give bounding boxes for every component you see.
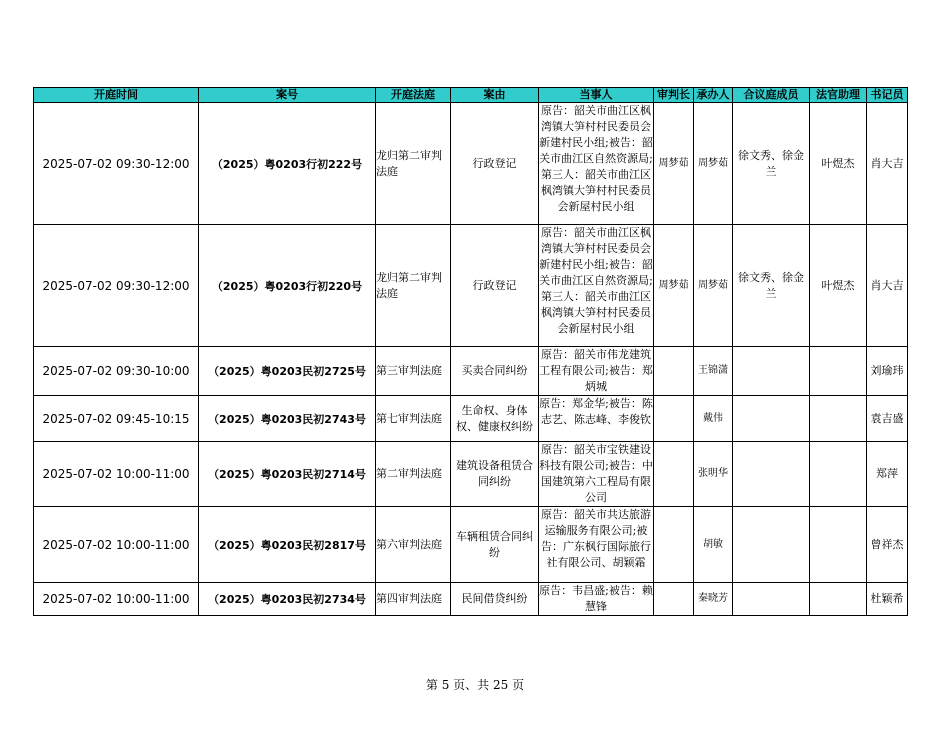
parties-cell: 原告：韶关市曲江区枫湾镇大笋村村民委员会新建村民小组;被告：韶关市曲江区自然资源局;第三人：韶关市曲江区枫湾镇大笋村村民委员会新屋村民小组	[539, 225, 654, 347]
cause-cell: 民间借贷纠纷	[451, 583, 539, 616]
chief-judge-cell	[654, 347, 694, 396]
table-row	[34, 442, 908, 507]
panel-members-cell: 徐文秀、徐金兰	[733, 103, 810, 225]
judge-assistant-cell	[810, 442, 867, 507]
header-judge-assistant: 法官助理	[810, 88, 867, 103]
page-number-footer: 第 5 页、共 25 页	[425, 678, 525, 692]
handler-cell: 周梦茹	[694, 103, 733, 225]
panel-members-cell	[733, 442, 810, 507]
table-row	[34, 225, 908, 347]
courtroom-cell: 第三审判法庭	[376, 347, 451, 396]
case-number-cell: （2025）粤0203行初222号	[199, 103, 376, 225]
courtroom-cell: 龙归第二审判法庭	[376, 103, 451, 225]
table-row	[34, 396, 908, 442]
courtroom-cell: 龙归第二审判法庭	[376, 225, 451, 347]
parties-cell: 原告：郑金华;被告：陈志艺、陈志峰、李俊钦	[539, 396, 654, 442]
parties-cell: 原告：韶关市宝铁建设科技有限公司;被告：中国建筑第六工程局有限公司	[539, 442, 654, 507]
handler-cell: 戴伟	[694, 396, 733, 442]
parties-cell: 原告：韶关市曲江区枫湾镇大笋村村民委员会新建村民小组;被告：韶关市曲江区自然资源局;第三人：韶关市曲江区枫湾镇大笋村村民委员会新屋村民小组	[539, 103, 654, 225]
case-number-cell: （2025）粤0203民初2817号	[199, 507, 376, 583]
hearing-time-cell: 2025-07-02 09:30-12:00	[34, 103, 199, 225]
case-number-cell: （2025）粤0203民初2734号	[199, 583, 376, 616]
cause-cell: 行政登记	[451, 225, 539, 347]
courtroom-cell: 第二审判法庭	[376, 442, 451, 507]
header-case-number: 案号	[199, 88, 376, 103]
header-courtroom: 开庭法庭	[376, 88, 451, 103]
judge-assistant-cell	[810, 396, 867, 442]
header-panel-members: 合议庭成员	[733, 88, 810, 103]
judge-assistant-cell: 叶煜杰	[810, 225, 867, 347]
courtroom-cell: 第六审判法庭	[376, 507, 451, 583]
case-number-cell: （2025）粤0203行初220号	[199, 225, 376, 347]
judge-assistant-cell	[810, 347, 867, 396]
parties-cell: 原告：韦昌盛;被告：赖慧锋	[539, 583, 654, 616]
clerk-cell: 杜颖希	[867, 583, 908, 616]
header-handler: 承办人	[694, 88, 733, 103]
handler-cell: 王锦潇	[694, 347, 733, 396]
panel-members-cell: 徐文秀、徐金兰	[733, 225, 810, 347]
hearing-time-cell: 2025-07-02 10:00-11:00	[34, 442, 199, 507]
handler-cell: 胡敏	[694, 507, 733, 583]
header-clerk: 书记员	[867, 88, 908, 103]
clerk-cell: 曾祥杰	[867, 507, 908, 583]
chief-judge-cell: 周梦茹	[654, 225, 694, 347]
case-number-cell: （2025）粤0203民初2714号	[199, 442, 376, 507]
clerk-cell: 肖大吉	[867, 103, 908, 225]
cause-cell: 车辆租赁合同纠纷	[451, 507, 539, 583]
parties-cell: 原告：韶关市共达旅游运输服务有限公司;被告：广东枫行国际旅行社有限公司、胡颖霜	[539, 507, 654, 583]
chief-judge-cell: 周梦茹	[654, 103, 694, 225]
chief-judge-cell	[654, 583, 694, 616]
cause-cell: 买卖合同纠纷	[451, 347, 539, 396]
handler-cell: 张明华	[694, 442, 733, 507]
clerk-cell: 肖大吉	[867, 225, 908, 347]
clerk-cell: 刘瑜玮	[867, 347, 908, 396]
panel-members-cell	[733, 396, 810, 442]
hearing-time-cell: 2025-07-02 09:30-10:00	[34, 347, 199, 396]
hearing-schedule-table	[33, 87, 908, 616]
panel-members-cell	[733, 347, 810, 396]
hearing-time-cell: 2025-07-02 09:45-10:15	[34, 396, 199, 442]
chief-judge-cell	[654, 396, 694, 442]
header-hearing-time: 开庭时间	[34, 88, 199, 103]
judge-assistant-cell	[810, 583, 867, 616]
courtroom-cell: 第四审判法庭	[376, 583, 451, 616]
judge-assistant-cell	[810, 507, 867, 583]
parties-cell: 原告：韶关市伟龙建筑工程有限公司;被告：郑炳城	[539, 347, 654, 396]
panel-members-cell	[733, 583, 810, 616]
header-parties: 当事人	[539, 88, 654, 103]
table-row	[34, 347, 908, 396]
header-chief-judge: 审判长	[654, 88, 694, 103]
courtroom-cell: 第七审判法庭	[376, 396, 451, 442]
chief-judge-cell	[654, 442, 694, 507]
table-row	[34, 583, 908, 616]
hearing-time-cell: 2025-07-02 09:30-12:00	[34, 225, 199, 347]
hearing-time-cell: 2025-07-02 10:00-11:00	[34, 507, 199, 583]
judge-assistant-cell: 叶煜杰	[810, 103, 867, 225]
table-row	[34, 507, 908, 583]
handler-cell: 秦晓芳	[694, 583, 733, 616]
hearing-time-cell: 2025-07-02 10:00-11:00	[34, 583, 199, 616]
handler-cell: 周梦茹	[694, 225, 733, 347]
table-header-row	[34, 88, 908, 103]
panel-members-cell	[733, 507, 810, 583]
table-row	[34, 103, 908, 225]
cause-cell: 生命权、身体权、健康权纠纷	[451, 396, 539, 442]
cause-cell: 行政登记	[451, 103, 539, 225]
clerk-cell: 郑萍	[867, 442, 908, 507]
header-cause: 案由	[451, 88, 539, 103]
case-number-cell: （2025）粤0203民初2743号	[199, 396, 376, 442]
case-number-cell: （2025）粤0203民初2725号	[199, 347, 376, 396]
chief-judge-cell	[654, 507, 694, 583]
cause-cell: 建筑设备租赁合同纠纷	[451, 442, 539, 507]
clerk-cell: 袁吉盛	[867, 396, 908, 442]
